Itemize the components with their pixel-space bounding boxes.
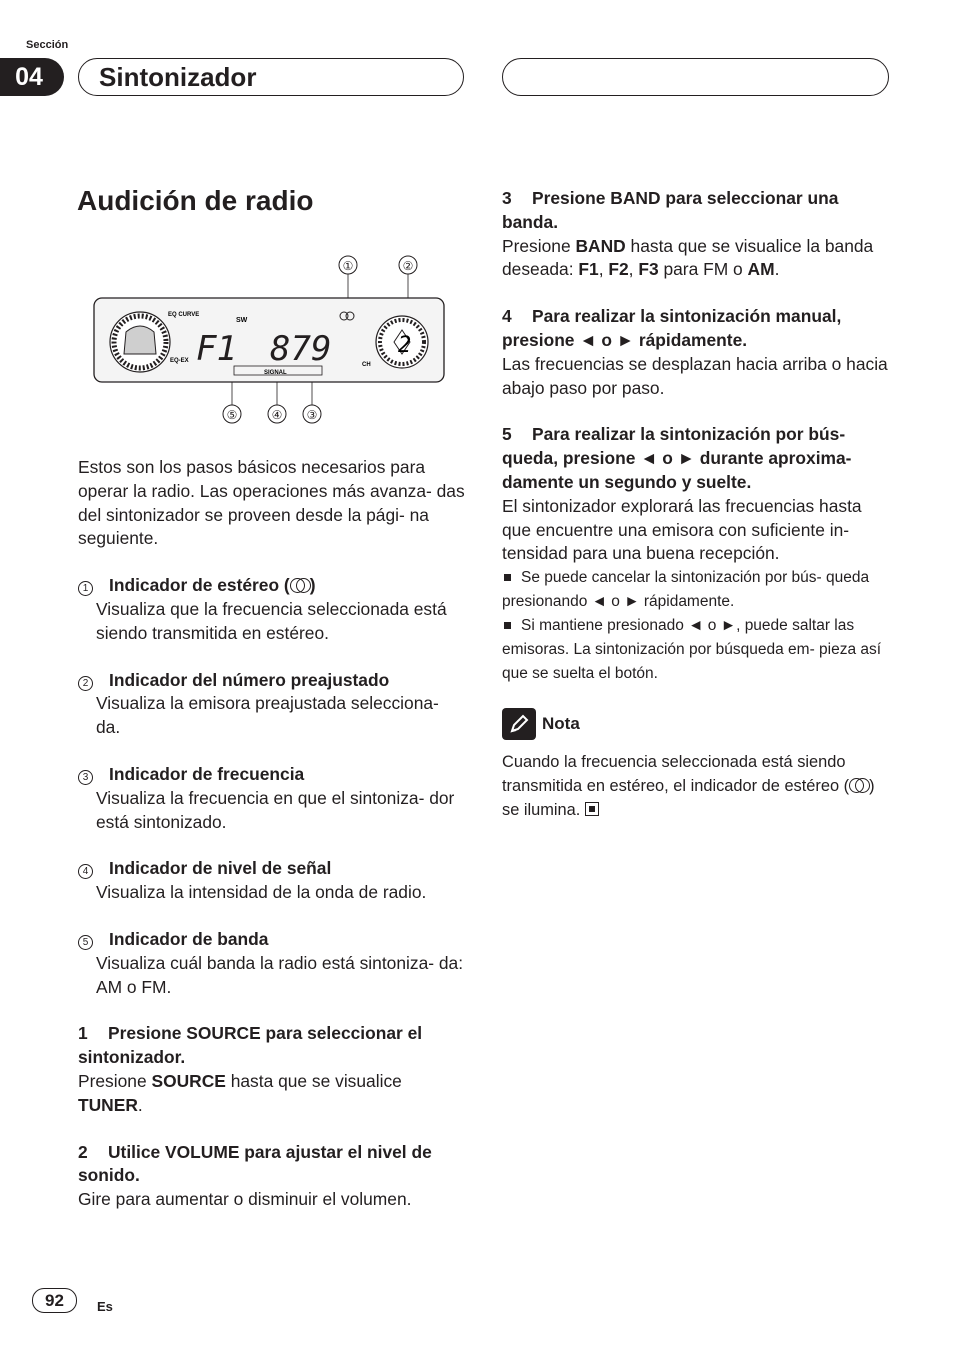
item-number: 3 [78, 770, 93, 785]
section-label: Sección [26, 39, 69, 51]
bullet-square-icon [504, 622, 511, 629]
item-title: Indicador de banda [109, 928, 269, 949]
item-body: Visualiza la intensidad de la onda de radio. [96, 882, 427, 903]
svg-text:SIGNAL: SIGNAL [264, 370, 287, 376]
svg-text:2: 2 [398, 333, 412, 358]
stereo-icon [849, 778, 869, 792]
item-body: Visualiza la frecuencia en que el sintoniza- dor está sintonizado. [96, 787, 455, 832]
note-label: Nota [542, 714, 580, 734]
bullet-square-icon [504, 574, 511, 581]
callout-2: ② [402, 259, 414, 273]
tuner-display-figure [90, 250, 450, 430]
callout-5: ⑤ [226, 408, 238, 422]
indicator-item [78, 763, 466, 834]
indicator-item [78, 669, 466, 740]
step-3: 3 Presione BAND para seleccionar una banda. Presione BAND hasta que se visualice la banda deseada: F1, F2, F3 para FM o AM. [502, 188, 874, 280]
page-number: 92 [32, 1288, 77, 1313]
svg-text:CH: CH [362, 362, 371, 368]
indicator-item: 1 Indicador de estéreo ( ) Visualiza que la frecuencia seleccionada está siendo transmitida en estéreo. [78, 574, 466, 645]
item-title: Indicador de estéreo ( [109, 575, 290, 596]
intro-paragraph: Estos son los pasos básicos necesarios para operar la radio. Las operaciones más avanza- das del sintonizador se proveen desde la pági- na seguiente. [78, 457, 465, 549]
item-number: 1 [78, 581, 93, 596]
stereo-icon [290, 578, 310, 592]
item-number: 5 [78, 935, 93, 950]
section-title: Sintonizador [99, 62, 257, 92]
item-number: 4 [78, 864, 93, 879]
item-number: 2 [78, 676, 93, 691]
indicator-item [78, 928, 466, 999]
svg-text:EQ CURVE: EQ CURVE [168, 312, 200, 318]
page-title: Audición de radio [77, 185, 314, 216]
pencil-note-icon [502, 708, 536, 740]
left-column [78, 456, 466, 1235]
header-empty-box [502, 58, 889, 96]
callout-4: ④ [271, 408, 283, 422]
svg-text:EQ-EX: EQ-EX [170, 358, 189, 364]
item-body: Visualiza cuál banda la radio está sintoniza- da: AM o FM. [96, 952, 464, 997]
item-title: Indicador de frecuencia [109, 763, 305, 784]
section-title-box [78, 58, 464, 96]
callout-3: ③ [306, 408, 318, 422]
right-column [502, 187, 892, 822]
end-mark-icon [585, 802, 599, 816]
bullet-item: Se puede cancelar la sintonización por bús- queda presionando ◄ o ► rápidamente. [502, 569, 870, 611]
item-title: Indicador del número preajustado [109, 669, 390, 690]
step-1: 1 Presione SOURCE para seleccionar el sintonizador. Presione SOURCE hasta que se visualice TUNER. [78, 1023, 423, 1115]
language-code: Es [97, 1299, 113, 1314]
svg-text:SW: SW [236, 317, 248, 324]
step-4: 4 Para realizar la sintonización manual, presione ◄ o ► rápidamente. Las frecuencias se desplazan hacia arriba o hacia abajo paso por paso. [502, 306, 888, 398]
step-2: 2 Utilice VOLUME para ajustar el nivel de sonido. Gire para aumentar o disminuir el volumen. [78, 1141, 432, 1210]
callout-1: ① [342, 259, 354, 273]
item-body: Visualiza que la frecuencia seleccionada está siendo transmitida en estéreo. [96, 598, 447, 643]
note-text: Cuando la frecuencia seleccionada está siendo transmitida en estéreo, el indicador de estéreo ( ) se ilumina. [502, 753, 875, 820]
indicator-item [78, 857, 466, 905]
step-5: 5 Para realizar la sintonización por bús- queda, presione ◄ o ► durante aproxima- damente un segundo y suelte. El sintonizador explorará las frecuencias hasta que encuentre una emisora con suficiente in- tensidad para una buena recepción. Se puede cancelar la sintonización por bús- queda presionando ◄ o ► rápidamente. Si mantiene presionado ◄ o ►, puede saltar las emisoras. La sintonización por búsqueda em- pieza así que se suelta el botón. [502, 423, 892, 686]
item-body: Visualiza la emisora preajustada selecciona- da. [96, 693, 439, 738]
svg-text:879: 879 [270, 329, 332, 369]
item-title: Indicador de nivel de señal [109, 858, 332, 879]
section-number-badge: 04 [0, 58, 64, 96]
note-header [502, 708, 892, 740]
svg-text:F1: F1 [196, 329, 237, 369]
bullet-item: Si mantiene presionado ◄ o ►, puede saltar las emisoras. La sintonización por búsqueda em- pieza así que se suelta el botón. [502, 617, 882, 683]
